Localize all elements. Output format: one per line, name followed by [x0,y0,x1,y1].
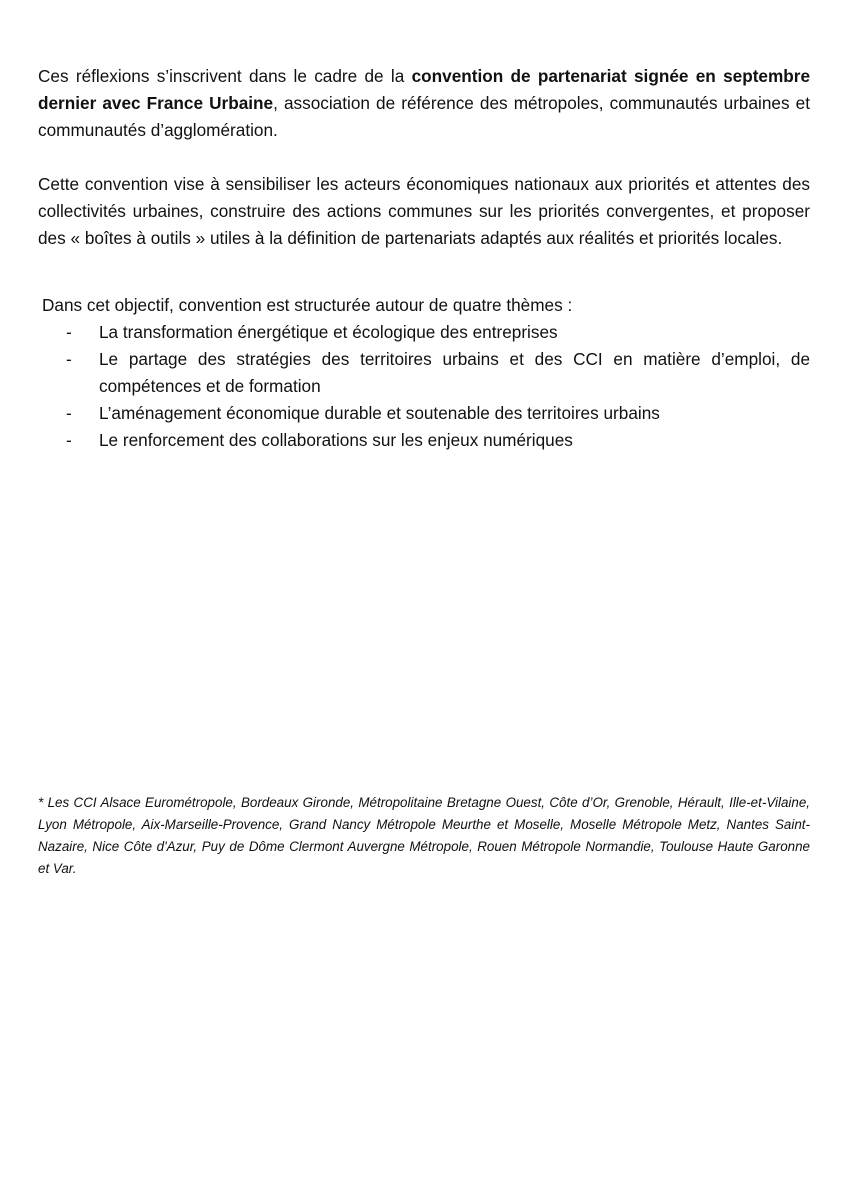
themes-list [38,319,810,454]
paragraph-convention-context [38,63,810,144]
list-item [38,319,810,346]
paragraph-convention-goals: Cette convention vise à sensibiliser les acteurs économiques nationaux aux priorités et attentes des collectivités urbaines, construire des actions communes sur les priorités convergentes, et proposer des « boîtes à outils » utiles à la définition de partenariats adaptés aux réalités et priorités locales. [38,174,810,248]
paragraph1-bold-text: convention de partenariat signée en septembre dernier avec France Urbaine [38,66,811,113]
list-item [38,427,810,454]
paragraph1-text-after: , association de référence des métropoles, communautés urbaines et communautés d’agglomération. [38,93,810,140]
list-item-text: Le partage des stratégies des territoires urbains et des CCI en matière d’emploi, de compétences et de formation [99,349,810,396]
list-item-text: La transformation énergétique et écologique des entreprises [99,322,558,342]
bullet-dash: - [66,430,72,450]
bullet-dash: - [66,322,72,342]
list-item [38,400,810,427]
list-item-text: L’aménagement économique durable et soutenable des territoires urbains [99,403,660,423]
bullet-dash: - [66,403,72,423]
list-item-text: Le renforcement des collaborations sur les enjeux numériques [99,430,573,450]
themes-intro: Dans cet objectif, convention est structurée autour de quatre thèmes : [42,295,573,315]
footnote: * Les CCI Alsace Eurométropole, Bordeaux Gironde, Métropolitaine Bretagne Ouest, Côte d’Or, Grenoble, Hérault, Ille-et-Vilaine, Lyon Métropole, Aix-Marseille-Provence, Grand Nancy Métropole Meurthe et Moselle, Moselle Métropole Metz, Nantes Saint-Nazaire, Nice Côte d'Azur, Puy de Dôme Clermont Auvergne Métropole, Rouen Métropole Normandie, Toulouse Haute Garonne et Var. [38,795,810,876]
paragraph1-text-before: Ces réflexions s’inscrivent dans le cadre de la [38,66,412,86]
list-item [38,346,810,400]
bullet-dash: - [66,349,72,369]
